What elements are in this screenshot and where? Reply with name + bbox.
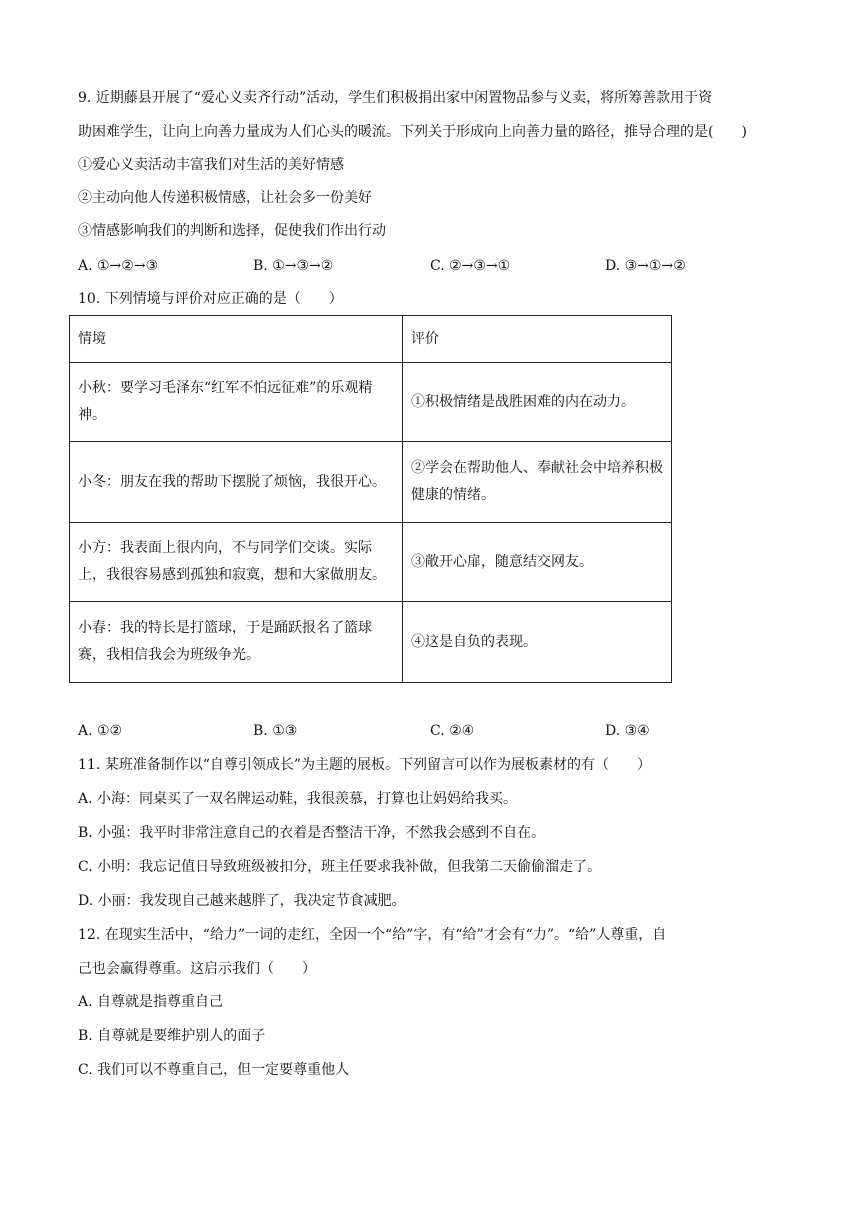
table-cell-evaluation: ④这是自负的表现。 — [403, 602, 672, 683]
table-cell-scenario: 小春：我的特长是打篮球，于是踊跃报名了篮球赛，我相信我会为班级争光。 — [70, 602, 403, 683]
table-row — [70, 442, 672, 523]
q9-stem-line2: 助困难学生，让向上向善力量成为人们心头的暖流。下列关于形成向上向善力量的路径，推导合理的是( ) — [78, 124, 747, 140]
table-cell-evaluation: ①积极情绪是战胜困难的内在动力。 — [403, 363, 672, 442]
q11-option-d: D. 小丽：我发现自己越来越胖了，我决定节食减肥。 — [78, 893, 406, 909]
q9-statement-2: ②主动向他人传递积极情感，让社会多一份美好 — [78, 190, 372, 206]
q11-stem: 11. 某班准备制作以“自尊引领成长”为主题的展板。下列留言可以作为展板素材的有（ ） — [78, 757, 652, 773]
q12-stem-line1: 12. 在现实生活中，“给力”一词的走红，全因一个“给”字，有“给”才会有“力”。“给”人尊重，自 — [78, 927, 667, 943]
table-cell-evaluation: ②学会在帮助他人、奉献社会中培养积极健康的情绪。 — [403, 442, 672, 523]
table-row — [70, 602, 672, 683]
table-cell-scenario: 小秋：要学习毛泽东“红军不怕远征难”的乐观精神。 — [70, 363, 403, 442]
q11-option-a: A. 小海：同桌买了一双名牌运动鞋，我很羡慕，打算也让妈妈给我买。 — [78, 791, 518, 807]
q10-option-c: C. ②④ — [430, 723, 475, 739]
table-header-evaluation: 评价 — [403, 316, 672, 363]
q9-option-d: D. ③→①→② — [605, 258, 686, 274]
table-header-scenario: 情境 — [70, 316, 403, 363]
table-row — [70, 363, 672, 442]
q9-statement-1: ①爱心义卖活动丰富我们对生活的美好情感 — [78, 157, 344, 173]
q9-stem-line1: 9. 近期藤县开展了“爱心义卖齐行动”活动，学生们积极捐出家中闲置物品参与义卖，将所筹善款用于资 — [78, 90, 713, 106]
q10-stem: 10. 下列情境与评价对应正确的是（ ） — [78, 291, 343, 307]
q10-table — [69, 315, 672, 683]
table-row — [70, 523, 672, 602]
q12-option-b: B. 自尊就是要维护别人的面子 — [78, 1028, 266, 1044]
q9-option-b: B. ①→③→② — [253, 258, 334, 274]
q12-option-a: A. 自尊就是指尊重自己 — [78, 994, 224, 1010]
table-cell-evaluation: ③敞开心扉，随意结交网友。 — [403, 523, 672, 602]
q9-option-c: C. ②→③→① — [430, 258, 511, 274]
q12-stem-line2: 己也会赢得尊重。这启示我们（ ） — [78, 961, 316, 977]
q10-option-d: D. ③④ — [605, 723, 650, 739]
q9-option-a: A. ①→②→③ — [78, 258, 159, 274]
table-cell-scenario: 小方：我表面上很内向，不与同学们交谈。实际上，我很容易感到孤独和寂寞，想和大家做朋友。 — [70, 523, 403, 602]
q11-option-b: B. 小强：我平时非常注意自己的衣着是否整洁干净，不然我会感到不自在。 — [78, 825, 546, 841]
q11-option-c: C. 小明：我忘记值日导致班级被扣分，班主任要求我补做，但我第二天偷偷溜走了。 — [78, 859, 602, 875]
q12-option-c: C. 我们可以不尊重自己，但一定要尊重他人 — [78, 1062, 350, 1078]
table-header-row — [70, 316, 672, 363]
q9-statement-3: ③情感影响我们的判断和选择，促使我们作出行动 — [78, 223, 386, 239]
q10-option-b: B. ①③ — [253, 723, 298, 739]
table-cell-scenario: 小冬：朋友在我的帮助下摆脱了烦恼，我很开心。 — [70, 442, 403, 523]
q10-option-a: A. ①② — [78, 723, 123, 739]
